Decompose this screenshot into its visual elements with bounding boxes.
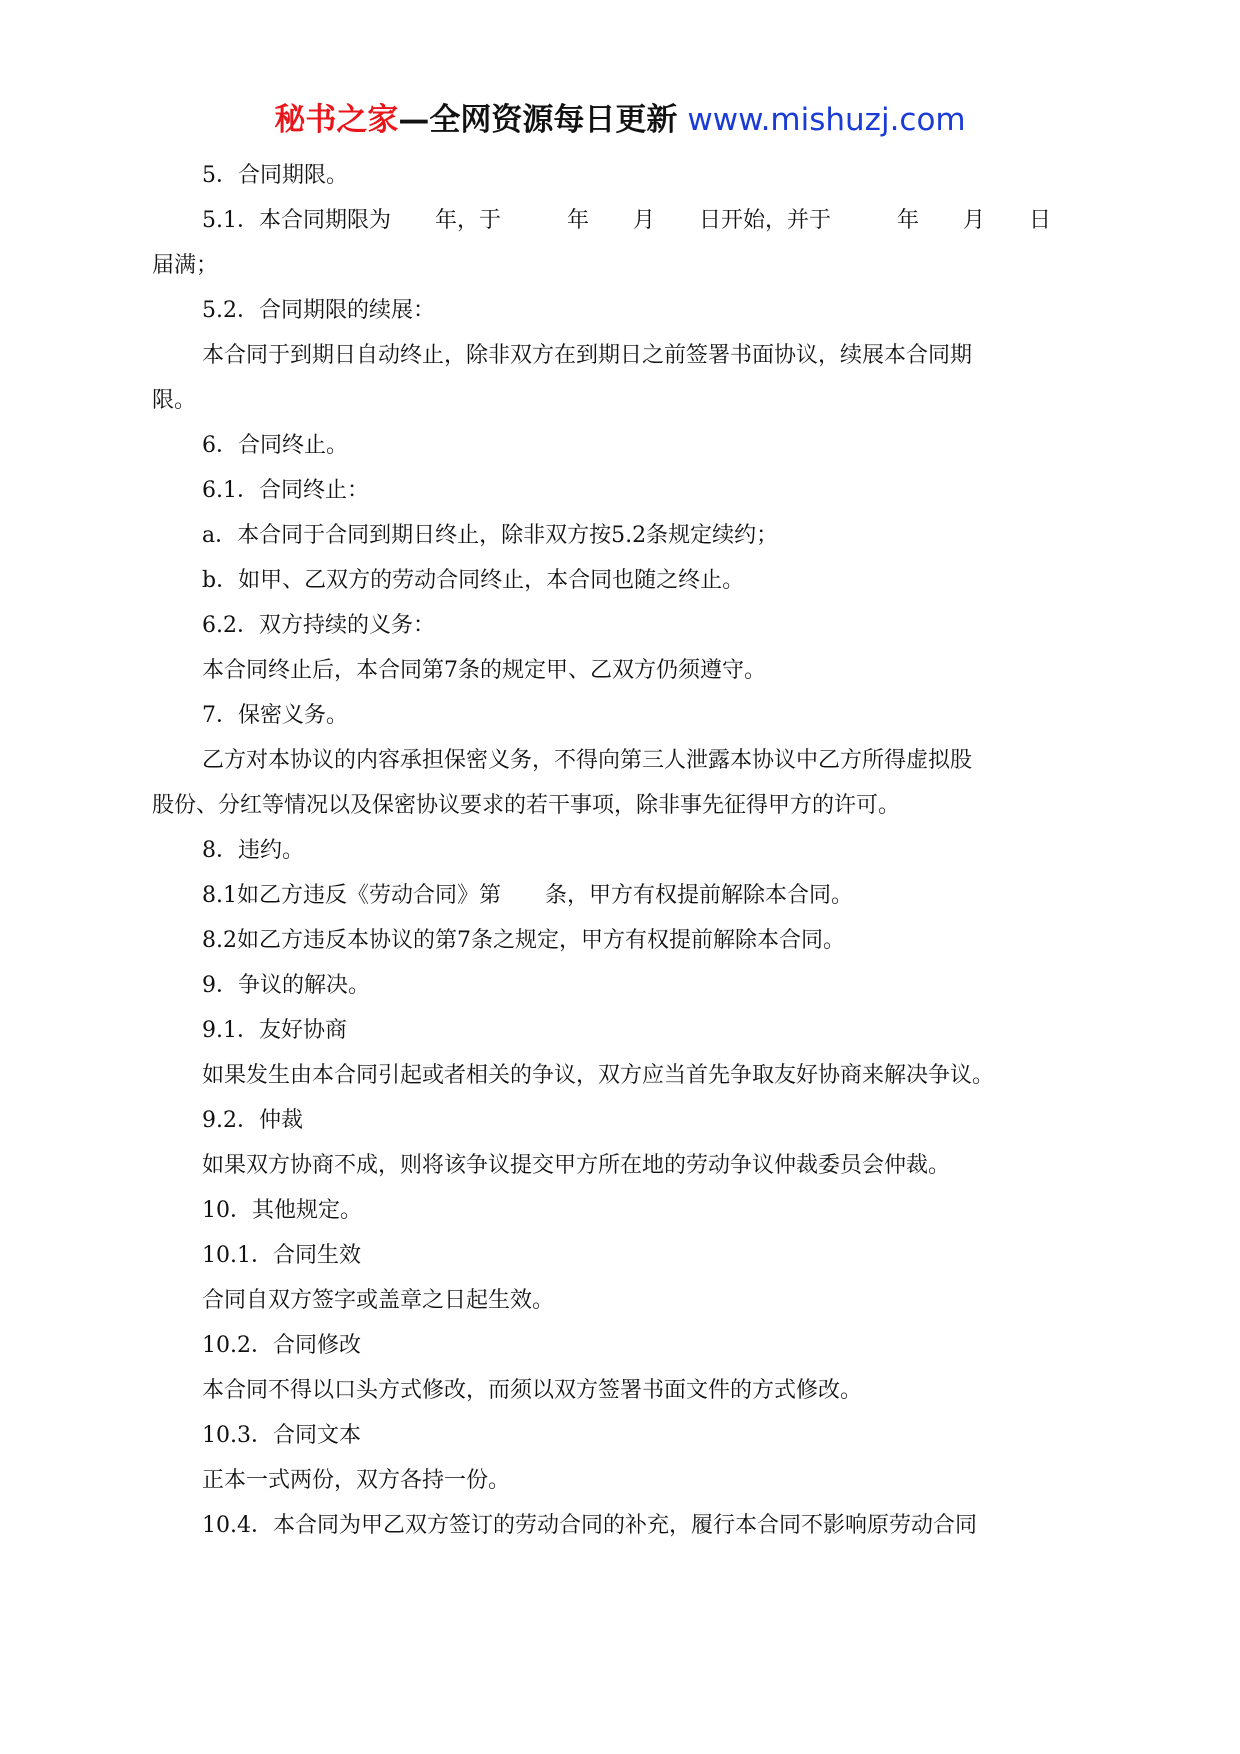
section-heading-7: 7．保密义务。 (202, 703, 348, 728)
paragraph-effective: 合同自双方签字或盖章之日起生效。 (202, 1288, 555, 1313)
clause-6-1-b: b．如甲、乙双方的劳动合同终止，本合同也随之终止。 (202, 568, 745, 593)
paragraph-arbitration: 如果双方协商不成，则将该争议提交甲方所在地的劳动争议仲裁委员会仲裁。 (202, 1153, 951, 1178)
site-brand: 秘书之家 (274, 102, 399, 138)
clause-6-2: 6.2．双方持续的义务： (202, 613, 435, 638)
clause-8-2: 8.2如乙方违反本协议的第7条之规定，甲方有权提前解除本合同。 (202, 928, 845, 953)
clause-9-2: 9.2．仲裁 (202, 1108, 303, 1133)
site-slogan: —全网资源每日更新 (398, 102, 678, 138)
section-heading-9: 9．争议的解决。 (202, 973, 370, 998)
paragraph-renewal: 本合同于到期日自动终止，除非双方在到期日之前签署书面协议，续展本合同期 (202, 343, 973, 368)
clause-10-4: 10.4．本合同为甲乙双方签订的劳动合同的补充，履行本合同不影响原劳动合同 (202, 1513, 977, 1538)
clause-9-1: 9.1．友好协商 (202, 1018, 347, 1043)
section-heading-8: 8．违约。 (202, 838, 304, 863)
paragraph-renewal-continued: 限。 (152, 388, 197, 413)
paragraph-copies: 正本一式两份，双方各持一份。 (202, 1468, 511, 1493)
clause-5-1: 5.1．本合同期限为 年，于 年 月 日开始，并于 年 月 日 (202, 208, 1051, 233)
clause-6-1-a: a．本合同于合同到期日终止，除非双方按5.2条规定续约； (202, 523, 779, 548)
section-heading-10: 10．其他规定。 (202, 1198, 362, 1223)
document-body (152, 153, 1092, 1548)
paragraph-negotiation: 如果发生由本合同引起或者相关的争议，双方应当首先争取友好协商来解决争议。 (202, 1063, 995, 1088)
clause-8-1: 8.1如乙方违反《劳动合同》第 条，甲方有权提前解除本合同。 (202, 883, 853, 908)
paragraph-amendment: 本合同不得以口头方式修改，而须以双方签署书面文件的方式修改。 (202, 1378, 863, 1403)
clause-5-2: 5.2．合同期限的续展： (202, 298, 435, 323)
site-header (0, 100, 1240, 140)
paragraph-continuing-obligations: 本合同终止后，本合同第7条的规定甲、乙双方仍须遵守。 (202, 658, 766, 683)
paragraph-confidentiality-continued: 股份、分红等情况以及保密协议要求的若干事项，除非事先征得甲方的许可。 (152, 793, 901, 818)
clause-10-3: 10.3．合同文本 (202, 1423, 361, 1448)
clause-6-1: 6.1．合同终止： (202, 478, 369, 503)
paragraph-confidentiality: 乙方对本协议的内容承担保密义务，不得向第三人泄露本协议中乙方所得虚拟股 (202, 748, 973, 773)
clause-5-1-continued: 届满； (152, 253, 219, 278)
site-url-link[interactable]: www.mishuzj.com (687, 102, 966, 138)
section-heading-5: 5．合同期限。 (202, 163, 348, 188)
section-heading-6: 6．合同终止。 (202, 433, 348, 458)
clause-10-2: 10.2．合同修改 (202, 1333, 361, 1358)
clause-10-1: 10.1．合同生效 (202, 1243, 361, 1268)
